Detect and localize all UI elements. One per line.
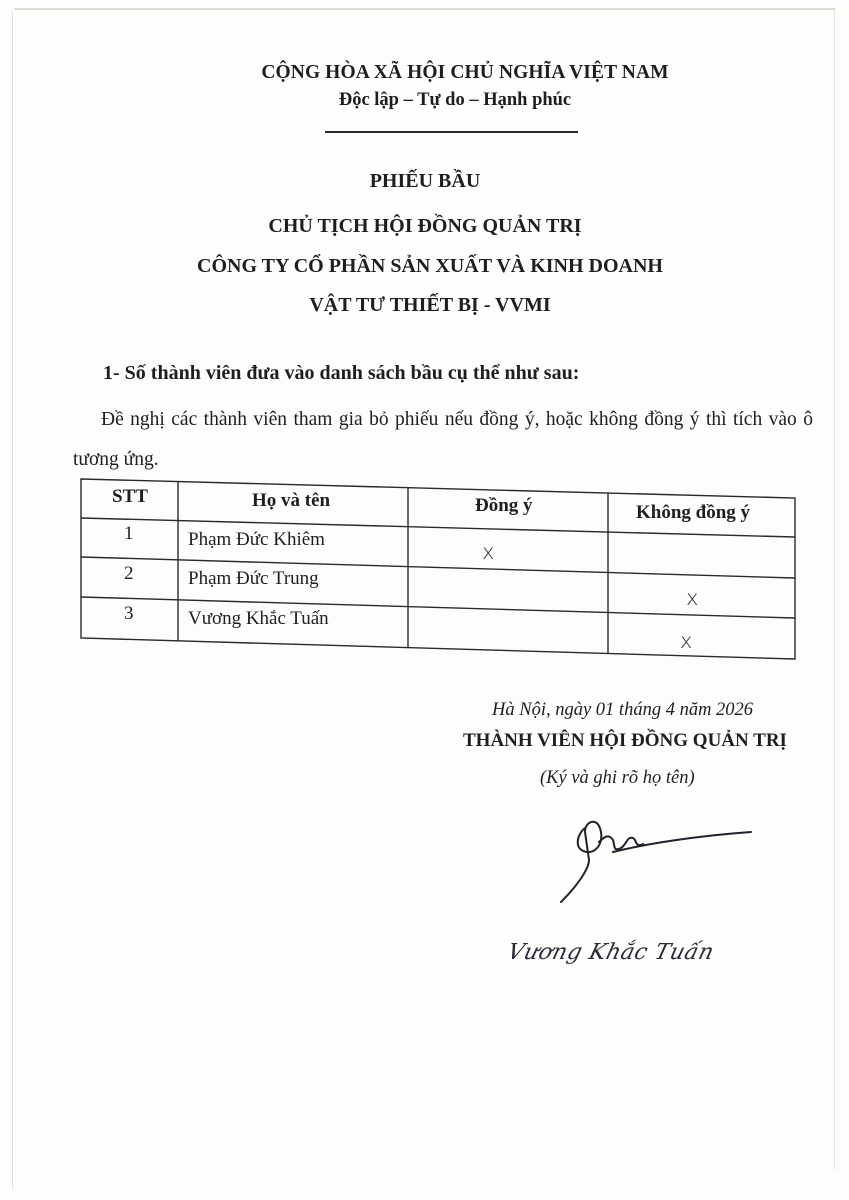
title-line-3: CÔNG TY CỔ PHẦN SẢN XUẤT VÀ KINH DOANH [197, 255, 663, 277]
signer-name: Vương Khắc Tuấn [504, 940, 717, 965]
header-agree: Đồng ý [475, 495, 533, 516]
handwritten-signature [555, 808, 760, 908]
vote-table [80, 478, 796, 660]
row-stt: 1 [124, 523, 134, 544]
nation-name: CỘNG HÒA XÃ HỘI CHỦ NGHĨA VIỆT NAM [261, 62, 669, 83]
scan-edge-right [834, 10, 835, 1170]
agree-mark: x [482, 540, 495, 564]
member-title: THÀNH VIÊN HỘI ĐỒNG QUẢN TRỊ [463, 730, 787, 751]
signature-note: (Ký và ghi rõ họ tên) [540, 768, 695, 788]
row-stt: 3 [124, 603, 134, 624]
motto-underline [325, 131, 578, 133]
disagree-mark: x [686, 586, 699, 610]
header-name: Họ và tên [252, 490, 331, 511]
row-stt: 2 [124, 563, 134, 584]
section-heading: 1- Số thành viên đưa vào danh sách bầu cụ thể như sau: [103, 362, 580, 384]
instruction-text: Đề nghị các thành viên tham gia bỏ phiếu nếu đồng ý, hoặc không đồng ý thì tích vào ô tương ứng. [73, 409, 813, 470]
disagree-mark: x [680, 629, 693, 653]
place-date: Hà Nội, ngày 01 tháng 4 năm 2026 [492, 700, 754, 720]
row-name: Vương Khắc Tuấn [188, 608, 329, 629]
title-line-4: VẬT TƯ THIẾT BỊ - VVMI [309, 294, 551, 316]
header-stt: STT [112, 486, 148, 507]
title-line-2: CHỦ TỊCH HỘI ĐỒNG QUẢN TRỊ [268, 215, 582, 237]
row-name: Phạm Đức Trung [188, 568, 319, 589]
national-motto: Độc lập – Tự do – Hạnh phúc [338, 90, 572, 110]
row-name: Phạm Đức Khiêm [188, 529, 325, 550]
header-disagree: Không đồng ý [636, 502, 751, 523]
title-line-1: PHIẾU BẦU [369, 170, 481, 192]
scan-edge-left [12, 10, 13, 1190]
scan-edge-top [14, 8, 835, 10]
